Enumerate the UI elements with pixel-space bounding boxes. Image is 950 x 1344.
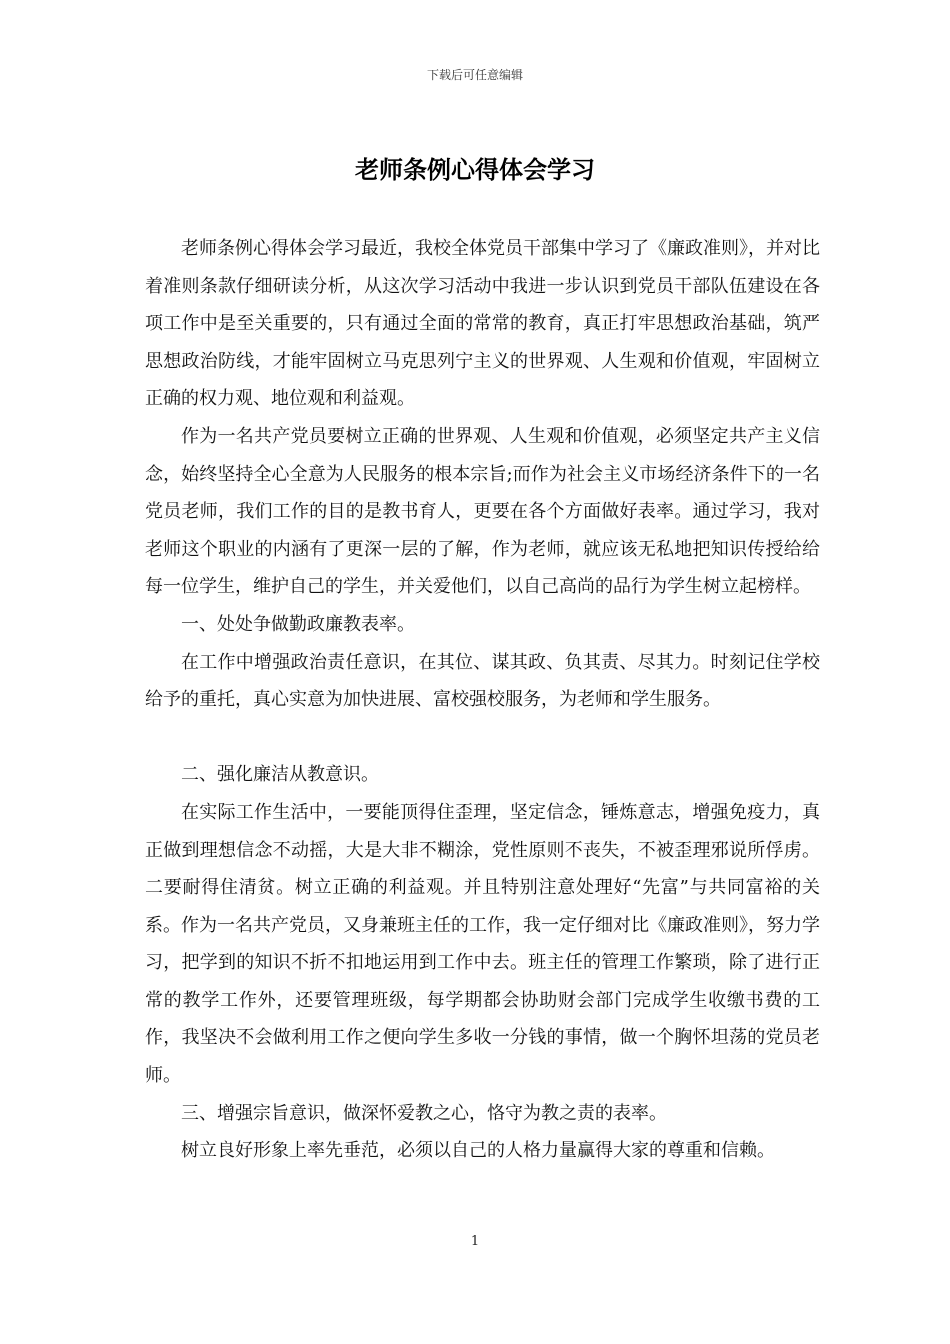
document-body [145,230,820,1170]
section-heading-1: 一、处处争做勤政廉教表率。 [181,613,415,635]
section-heading-3: 三、增强宗旨意识，做深怀爱教之心，恪守为教之责的表率。 [181,1102,667,1124]
section-heading-2: 二、强化廉洁从教意识。 [181,764,379,786]
paragraph-intro: 老师条例心得体会学习最近，我校全体党员干部集中学习了《廉政准则》，并对比着准则条款仔细研读分析，从这次学习活动中我进一步认识到党员干部队伍建设在各项工作中是至关重要的，只有通过全面的常常的教育，真正打牢思想政治基础，筑严思想政治防线，才能牢固树立马克思列宁主义的世界观、人生观和价值观，牢固树立正确的权力观、地位观和利益观。 [145,238,820,410]
header-note: 下载后可任意编辑 [426,68,523,82]
paragraph-worldview: 作为一名共产党员要树立正确的世界观、人生观和价值观，必须坚定共产主义信念，始终坚持全心全意为人民服务的根本宗旨;而作为社会主义市场经济条件下的一名党员老师，我们工作的目的是教书育人，更要在各个方面做好表率。通过学习，我对老师这个职业的内涵有了更深一层的了解，作为老师，就应该无私地把知识传授给给每一位学生，维护自己的学生，并关爱他们，以自己高尚的品行为学生树立起榜样。 [145,425,820,598]
page-number: 1 [470,1234,480,1249]
paragraph-section-2: 在实际工作生活中，一要能顶得住歪理，坚定信念，锤炼意志，增强免疫力，真正做到理想信念不动摇，大是大非不糊涂，党性原则不丧失，不被歪理邪说所俘虏。二要耐得住清贫。树立正确的利益观。并且特别注意处理好“先富”与共同富裕的关系。作为一名共产党员，又身兼班主任的工作，我一定仔细对比《廉政准则》，努力学习，把学到的知识不折不扣地运用到工作中去。班主任的管理工作繁琐，除了进行正常的教学工作外，还要管理班级，每学期都会协助财会部门完成学生收缴书费的工作，我坚决不会做利用工作之便向学生多收一分钱的事情，做一个胸怀坦荡的党员老师。 [145,801,820,1087]
document-title: 老师条例心得体会学习 [355,155,595,184]
paragraph-spacer [145,719,820,757]
paragraph-section-1: 在工作中增强政治责任意识，在其位、谋其政、负其责、尽其力。时刻记住学校给予的重托，真心实意为加快进展、富校强校服务，为老师和学生服务。 [145,651,820,711]
paragraph-section-3: 树立良好形象上率先垂范，必须以自己的人格力量赢得大家的尊重和信赖。 [181,1140,775,1162]
